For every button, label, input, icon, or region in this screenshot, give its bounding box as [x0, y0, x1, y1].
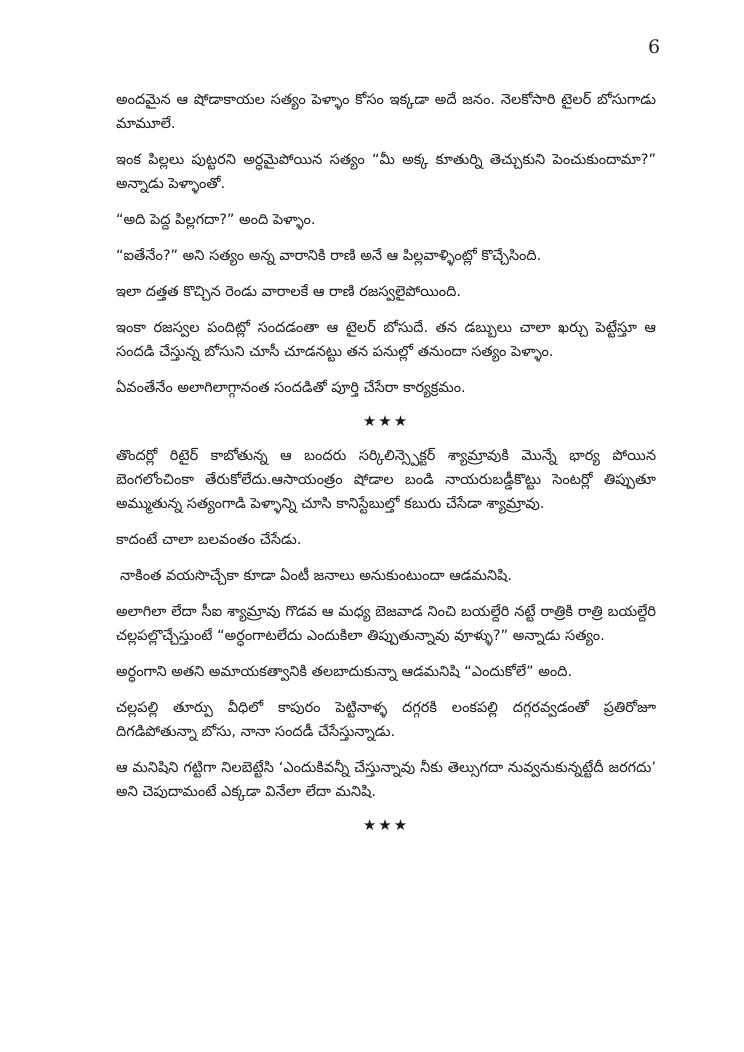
paragraph: “అది పెద్ద పిల్లగదా?” అంది పెళ్ళాం.	[116, 212, 316, 228]
paragraph: అర్ధంగాని అతని అమాయకత్వానికి తలబాదుకున్నా ఆడమనిషి “ఎందుకోలే” అంది.	[116, 664, 573, 680]
paragraph: ఇంకా రజస్వల పందిట్లో సందడంతా ఆ టైలర్ బోసుదే. తన డబ్బులు చాలా ఖర్చు పెట్టేస్తూ ఆ సందడి చేస్తున్న బోసుని చూసీ చూడనట్టు తన పనుల్లో తనుందా సత్యం పెళ్ళాం.	[116, 320, 656, 360]
paragraph: అందమైన ఆ షోడాకాయల సత్యం పెళ్ళాం కోసం ఇక్కడా అదే జనం. నెలకోసారి టైలర్ బోసుగాడు మామూలే.	[116, 92, 656, 132]
paragraph: అలాగిలా లేదా సీఐ శ్యామ్రావు గొడవ ఆ మధ్య బెజవాడ నించి బయల్దేరి నట్టే రాత్రికి రాత్రి బయల్దేరి చల్లపల్లొచ్చేస్తుంటే “అర్ధంగాటలేదు ఎందుకిలా తిప్పుతున్నావు వూళ్ళు?” అన్నాడు సత్యం.	[116, 604, 656, 644]
page-number: 6	[648, 36, 661, 58]
section-separator: ★★★	[362, 816, 410, 834]
paragraph: కాదంటే చాలా బలవంతం చేసేడు.	[116, 532, 302, 548]
paragraph: చల్లపల్లి తూర్పు వీధిలో కాపురం పెట్టినాళ్ళ దగ్గరకి లంకపల్లి దగ్గరవ్వడంతో ప్రతిరోజూ దిగడిపోతున్నా బోసు, నానా సందడీ చేసేస్తున్నాడు.	[116, 700, 656, 740]
paragraph: ఏవంతేనేం అలాగిలాగ్గానంత సందడితో పూర్తి చేసేరా కార్యక్రమం.	[116, 380, 466, 396]
section-separator: ★★★	[362, 412, 410, 430]
paragraph: “ఐతేనేం?” అని సత్యం అన్న వారానికి రాణి అనే ఆ పిల్లవాళ్ళింట్లో కొచ్చేసింది.	[116, 248, 542, 264]
paragraph: తొందర్లో రిటైర్ కాబోతున్న ఆ బందరు సర్కిలిన్స్పెక్టర్ శ్యామ్రావుకి మొన్నే భార్య పోయిన బెంగలోంచింకా తేరుకోలేదు.ఆసాయంత్రం షోడాల బండి నాయరుబడ్డీకొట్టు సెంటర్లో తిప్పుతూ అమ్ముతున్న సత్యంగాడి పెళ్ళాన్ని చూసి కానిస్టేబుల్తో కబురు చేసేడా శ్యామ్రావు.	[116, 448, 656, 512]
paragraph: ఇలా దత్తత కొచ్చిన రెండు వారాలకే ఆ రాణి రజస్వలైపోయింది.	[116, 284, 461, 300]
paragraph: ఇంక పిల్లలు పుట్టరని అర్ధమైపోయిన సత్యం “మీ అక్క కూతుర్ని తెచ్చుకుని పెంచుకుందామా?” అన్నాడు పెళ్ళాంతో.	[116, 152, 656, 192]
paragraph: నాకింత వయసొచ్చేకా కూడా ఏంటీ జనాలు అనుకుంటుందా ఆడమనిషి.	[120, 568, 512, 584]
paragraph: ఆ మనిషిని గట్టిగా నిలబెట్టేసి ‘ఎందుకివన్నీ చేస్తున్నావు నీకు తెల్సుగదా నువ్వనుకున్నట్టేదీ జరగదు’ అని చెపుదామంటే ఎక్కడా వినేలా లేదా మనిషి.	[116, 760, 656, 800]
document-body	[116, 88, 656, 848]
